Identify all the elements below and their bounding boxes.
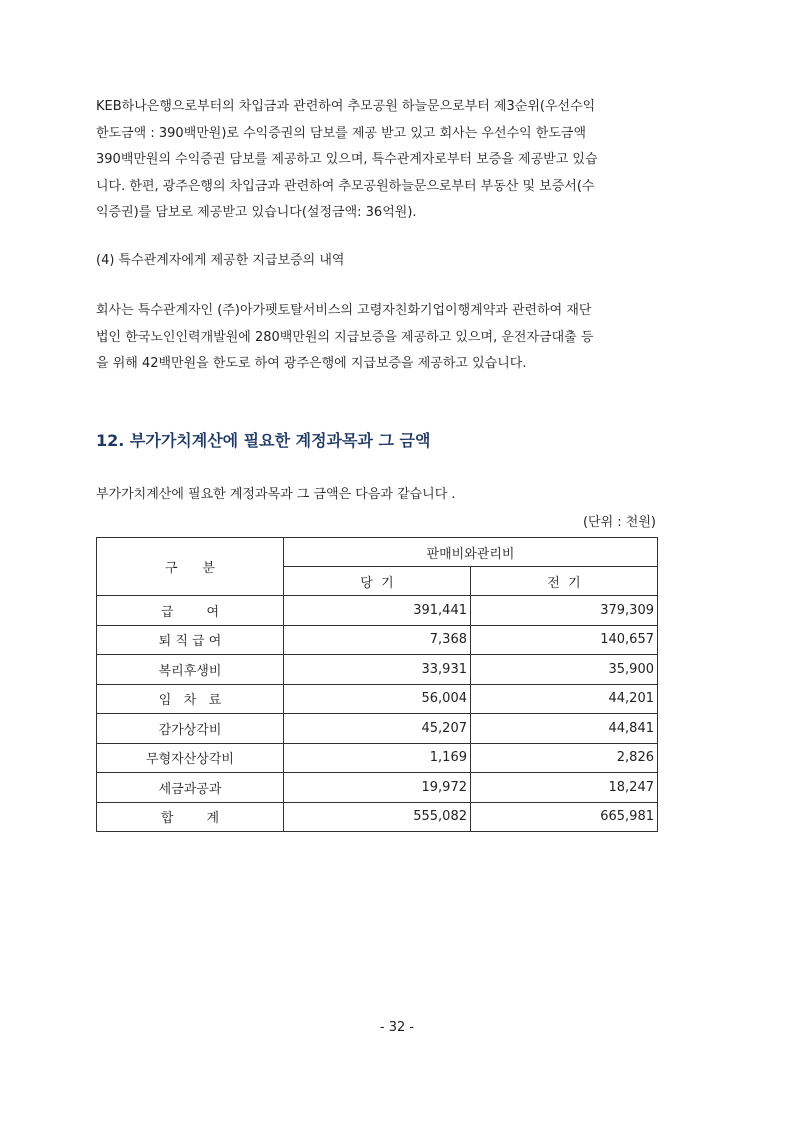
text-line: 한도금액 : 390백만원)로 수익증권의 담보를 제공 받고 있고 회사는 우선수익 한도금액 [96,125,587,141]
unit-label: (단위 : 천원) [582,515,656,530]
current-value: 45,207 [284,714,471,744]
section-title: 12. 부가가치계산에 필요한 계정과목과 그 금액 [96,431,431,450]
current-value: 391,441 [284,596,471,626]
prior-value: 44,841 [471,714,658,744]
total-current-value: 555,082 [284,802,471,832]
table-row [97,773,658,803]
prior-value: 35,900 [471,655,658,685]
table-row [97,625,658,655]
text-line: 니다. 한편, 광주은행의 차입금과 관련하여 추모공원하늘문으로부터 부동산 및 보증서(수 [96,178,595,194]
intro-text: 부가가치계산에 필요한 계정과목과 그 금액은 다음과 같습니다 . [96,487,456,502]
row-label: 무형자산상각비 [97,743,284,773]
intro-paragraph [96,482,676,509]
row-label: 임 차 료 [97,684,284,714]
current-value: 33,931 [284,655,471,685]
current-value: 1,169 [284,743,471,773]
total-label: 합 계 [97,802,284,832]
value-added-accounts-table [96,537,658,832]
prior-value: 2,826 [471,743,658,773]
row-label: 퇴 직 급 여 [97,625,284,655]
text-line: 을 위해 42백만원을 한도로 하여 광주은행에 지급보증을 제공하고 있습니다. [96,356,527,371]
total-prior-value: 665,981 [471,802,658,832]
table-row [97,596,658,626]
prior-value: 44,201 [471,684,658,714]
text-line: 법인 한국노인인력개발원에 280백만원의 지급보증을 제공하고 있으며, 운전자금대출 등 [96,329,594,345]
page-number: - 32 - [379,1020,415,1035]
row-label: 급 여 [97,596,284,626]
table-header-row [97,538,658,567]
current-value: 7,368 [284,625,471,655]
prior-value: 140,657 [471,625,658,655]
text-line: 익증권)를 담보로 제공받고 있습니다(설정금액: 36억원). [96,205,417,220]
row-label: 감가상각비 [97,714,284,744]
text-line: KEB하나은행으로부터의 차입금과 관련하여 추모공원 하늘문으로부터 제3순위(우선수익 [96,99,596,114]
current-value: 19,972 [284,773,471,803]
header-current-period: 당 기 [284,567,471,596]
header-category: 구 분 [97,538,284,596]
row-label: 복리후생비 [97,655,284,685]
text-line: 회사는 특수관계자인 (주)아가펫토탈서비스의 고령자친화기업이행계약과 관련하여 재단 [96,303,592,318]
guarantee-provided-paragraph [96,298,676,378]
table-row [97,655,658,685]
row-label: 세금과공과 [97,773,284,803]
table-row [97,743,658,773]
table-row [97,684,658,714]
current-value: 56,004 [284,684,471,714]
table-total-row [97,802,658,832]
subheading [96,248,676,275]
subheading-text: (4) 특수관계자에게 제공한 지급보증의 내역 [96,253,345,268]
text-line: 390백만원의 수익증권 담보를 제공하고 있으며, 특수관계자로부터 보증을 제공받고 있습 [96,152,598,167]
prior-value: 379,309 [471,596,658,626]
header-prior-period: 전 기 [471,567,658,596]
header-sga-group: 판매비와관리비 [284,538,658,567]
prior-value: 18,247 [471,773,658,803]
guarantee-received-paragraph [96,94,676,227]
table-row [97,714,658,744]
